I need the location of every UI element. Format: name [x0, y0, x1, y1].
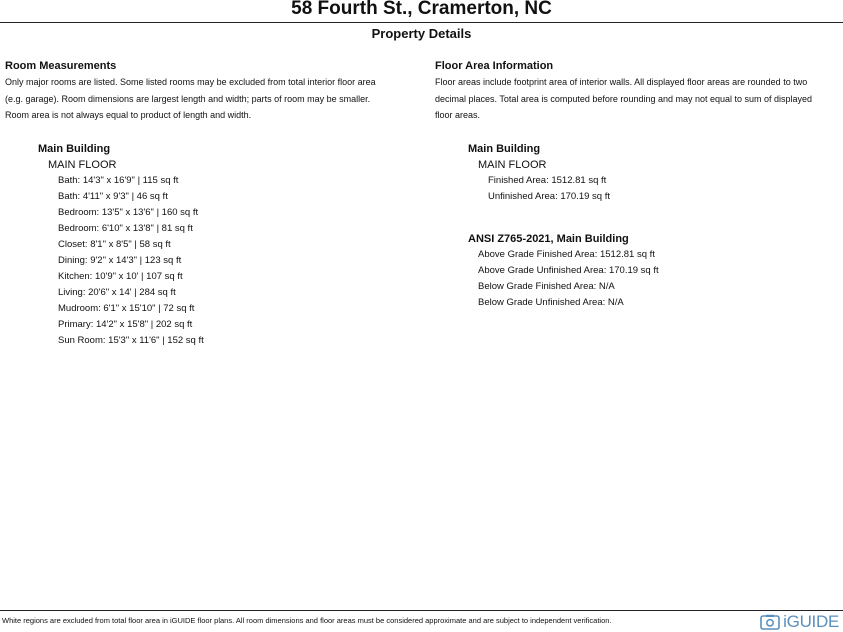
floor-area-section [435, 58, 843, 311]
iguide-logo [760, 612, 839, 632]
room-item: Bedroom: 13'5" x 13'6" | 160 sq ft [58, 206, 199, 218]
room-item: Bath: 14'3" x 16'9" | 115 sq ft [58, 174, 179, 186]
area-item: Finished Area: 1512.81 sq ft [488, 174, 607, 186]
floor-label: MAIN FLOOR [478, 158, 547, 171]
floor-area-intro-line: decimal places. Total area is computed before rounding and may not equal to sum of displayed [435, 93, 813, 104]
ansi-heading: ANSI Z765-2021, Main Building [468, 232, 629, 245]
building-heading: Main Building [468, 142, 541, 155]
floor-area-intro-line: floor areas. [435, 110, 481, 120]
ansi-area-item: Below Grade Unfinished Area: N/A [478, 296, 624, 308]
room-measurements-heading: Room Measurements [5, 60, 117, 72]
floor-area-heading: Floor Area Information [435, 60, 554, 72]
room-item: Mudroom: 6'1" x 15'10" | 72 sq ft [58, 303, 195, 315]
room-item: Living: 20'6" x 14' | 284 sq ft [58, 287, 176, 299]
ansi-area-item: Above Grade Finished Area: 1512.81 sq ft [478, 248, 655, 260]
room-item: Dining: 9'2" x 14'3" | 123 sq ft [58, 254, 182, 266]
room-measurements-intro-line: Only major rooms are listed. Some listed rooms may be excluded from total interior floor area [5, 77, 376, 87]
ansi-area-item: Below Grade Finished Area: N/A [478, 280, 615, 292]
footer-divider [0, 610, 843, 611]
room-measurements-section [5, 58, 415, 350]
title-divider [0, 22, 843, 23]
area-item: Unfinished Area: 170.19 sq ft [488, 190, 610, 202]
room-item: Sun Room: 15'3" x 11'6" | 152 sq ft [58, 335, 204, 347]
page-title: 58 Fourth St., Cramerton, NC [291, 0, 552, 19]
room-item: Kitchen: 10'9" x 10' | 107 sq ft [58, 271, 183, 283]
room-item: Primary: 14'2" x 15'8" | 202 sq ft [58, 319, 193, 331]
brand-name: iGUIDE [783, 612, 839, 631]
room-item: Bath: 4'11" x 9'3" | 46 sq ft [58, 190, 168, 202]
page-subtitle: Property Details [371, 26, 472, 41]
room-item: Closet: 8'1" x 8'5" | 58 sq ft [58, 238, 171, 250]
ansi-area-item: Above Grade Unfinished Area: 170.19 sq ft [478, 264, 659, 276]
building-heading: Main Building [38, 142, 111, 155]
room-item: Bedroom: 6'10" x 13'8" | 81 sq ft [58, 222, 193, 234]
floor-label: MAIN FLOOR [48, 158, 117, 171]
room-measurements-intro-line: (e.g. garage). Room dimensions are largest length and width; parts of room may be smaller. [5, 93, 371, 104]
floor-area-intro-line: Floor areas include footprint area of interior walls. All displayed floor areas are rounded to two [435, 77, 808, 87]
room-measurements-intro-line: Room area is not always equal to product of length and width. [5, 110, 252, 120]
camera-box-icon [760, 614, 780, 630]
footer-disclaimer: White regions are excluded from total floor area in iGUIDE floor plans. All room dimensions and floor areas must be considered approximate and are subject to independent verification. [2, 616, 612, 625]
